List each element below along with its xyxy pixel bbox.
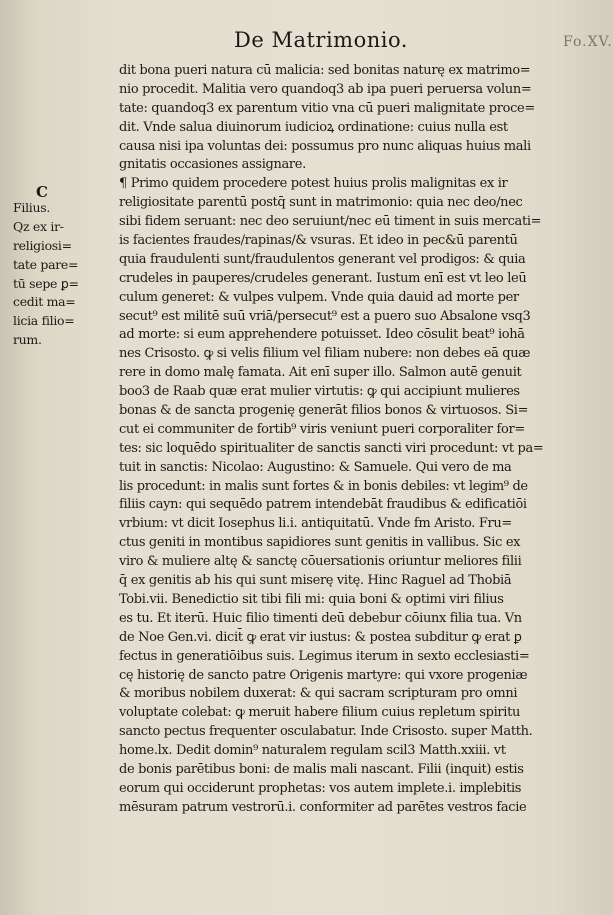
text-line: religiositate parentū postq̄ sunt in matrimonio: quia nec deo/nec bbox=[119, 195, 523, 211]
text-line: crudeles in pauperes/crudeles generant. Iustum enī est vt leo leū bbox=[119, 270, 527, 286]
text-line: de bonis parētibus boni: de malis mali nascant. Filii (inquit) estis bbox=[119, 761, 524, 777]
section-letter: C bbox=[36, 183, 48, 201]
text-line: causa nisi ipa voluntas dei: possumus pro nunc aliquas huius mali bbox=[119, 138, 531, 154]
text-line: lis procedunt: in malis sunt fortes & in bonis debiles: vt legim⁹ de bbox=[119, 478, 528, 494]
text-line: sibi fidem seruant: nec deo seruiunt/nec eū timent in suis mercati= bbox=[119, 214, 542, 230]
text-line: de Noe Gen.vi. dicit̄ ꝙ erat vir iustus: & postea subditur ꝙ erat ꝑ bbox=[119, 629, 522, 645]
text-line: voluptate colebat: ꝙ meruit habere filium cuius repletum spiritu bbox=[119, 705, 520, 721]
text-line: dit bona pueri natura cū malicia: sed bonitas naturę ex matrimo= bbox=[119, 63, 531, 78]
marginal-line: tate pare= bbox=[13, 256, 79, 272]
text-line: & moribus nobilem duxerat: & qui sacram scripturam pro omni bbox=[119, 686, 518, 702]
marginal-line: Qz ex ir- bbox=[13, 218, 64, 234]
marginal-note bbox=[13, 199, 117, 350]
text-line: dit. Vnde salua diuinorum iudicioꝝ ordinatione: cuius nulla est bbox=[119, 119, 508, 135]
marginal-line: rum. bbox=[13, 332, 42, 348]
text-line: fectus in generatiōibus suis. Legimus iterum in sexto ecclesiasti= bbox=[119, 648, 530, 664]
running-head: De Matrimonio. bbox=[234, 28, 408, 52]
text-line: filiis cayn: qui sequēdo patrem intendebāt fraudibus & edificatiōi bbox=[119, 497, 527, 513]
body-text bbox=[119, 62, 571, 818]
text-line: eorum qui occiderunt prophetas: vos autem implete.i. implebitis bbox=[119, 780, 522, 796]
text-line: bonas & de sancta progenię generāt filios bonos & virtuosos. Si= bbox=[119, 403, 529, 419]
text-line: viro & muliere altę & sanctę cōuersationis oriuntur meliores filii bbox=[119, 554, 522, 570]
marginal-line: religiosi= bbox=[13, 237, 72, 253]
marginal-line: Filius. bbox=[13, 200, 51, 215]
text-line: vrbium: vt dicit Iosephus li.i. antiquitatū. Vnde fm Aristo. Fru= bbox=[119, 516, 512, 532]
text-line: home.lx. Dedit domin⁹ naturalem regulam scil3 Matth.xxiii. vt bbox=[119, 743, 506, 759]
text-line: tuit in sanctis: Nicolao: Augustino: & Samuele. Qui vero de ma bbox=[119, 459, 512, 475]
text-line: q̄ ex genitis ab his qui sunt miserę vitę. Hinc Raguel ad Thobiā bbox=[119, 573, 512, 589]
text-line: boo3 de Raab quæ erat mulier virtutis: ꝙ qui accipiunt mulieres bbox=[119, 384, 520, 400]
text-line: secut⁹ est militē suū vriā/persecut⁹ est a puero suo Absalone vsq3 bbox=[119, 308, 531, 324]
text-line: ctus geniti in montibus sapidiores sunt genitis in vallibus. Sic ex bbox=[119, 535, 521, 551]
marginal-line: licia filio= bbox=[13, 313, 75, 329]
text-line: ad morte: si eum apprehendere potuisset. Ideo cōsulit beat⁹ iohā bbox=[119, 327, 525, 343]
text-line: rere in domo malę famata. Ait enī super illo. Salmon autē genuit bbox=[119, 365, 522, 381]
text-line: gnitatis occasiones assignare. bbox=[119, 157, 306, 173]
text-line: quia fraudulenti sunt/fraudulentos generant vel prodigos: & quia bbox=[119, 251, 526, 267]
text-line: Tobi.vii. Benedictio sit tibi fili mi: quia boni & optimi viri filius bbox=[119, 591, 504, 607]
text-line: es tu. Et iterū. Huic filio timenti deū debebur cōiunx filia tua. Vn bbox=[119, 610, 522, 626]
text-line: is facientes fraudes/rapinas/& vsuras. Et ideo in pec&ū parentū bbox=[119, 233, 518, 249]
folio-edge-mark: Fo.XV. bbox=[563, 34, 613, 50]
text-line: nes Crisosto. ꝙ si velis filium vel filiam nubere: non debes eā quæ bbox=[119, 346, 531, 362]
text-line: mēsuram patrum vestrorū.i. conformiter ad parētes vestros facie bbox=[119, 799, 527, 815]
text-line: ¶ Primo quidem procedere potest huius prolis malignitas ex ir bbox=[119, 176, 508, 192]
text-line: nio procedit. Malitia vero quandoq3 ab ipa pueri peruersa volun= bbox=[119, 81, 532, 97]
text-line: tes: sic loquēdo spiritualiter de sanctis sancti viri procedunt: vt pa= bbox=[119, 440, 544, 456]
text-line: cut ei communiter de fortib⁹ viris veniunt pueri corporaliter for= bbox=[119, 421, 525, 437]
text-line: cę historię de sancto patre Origenis martyre: qui vxore progeniæ bbox=[119, 667, 528, 683]
text-line: culum generet: & vulpes vulpem. Vnde quia dauid ad morte per bbox=[119, 289, 519, 305]
text-line: tate: quandoq3 ex parentum vitio vna cū pueri malignitate proce= bbox=[119, 100, 535, 116]
marginal-line: tū sepe ꝑ= bbox=[13, 275, 79, 291]
marginal-line: cedit ma= bbox=[13, 294, 76, 310]
text-line: sancto pectus frequenter osculabatur. Inde Crisosto. super Matth. bbox=[119, 724, 533, 740]
